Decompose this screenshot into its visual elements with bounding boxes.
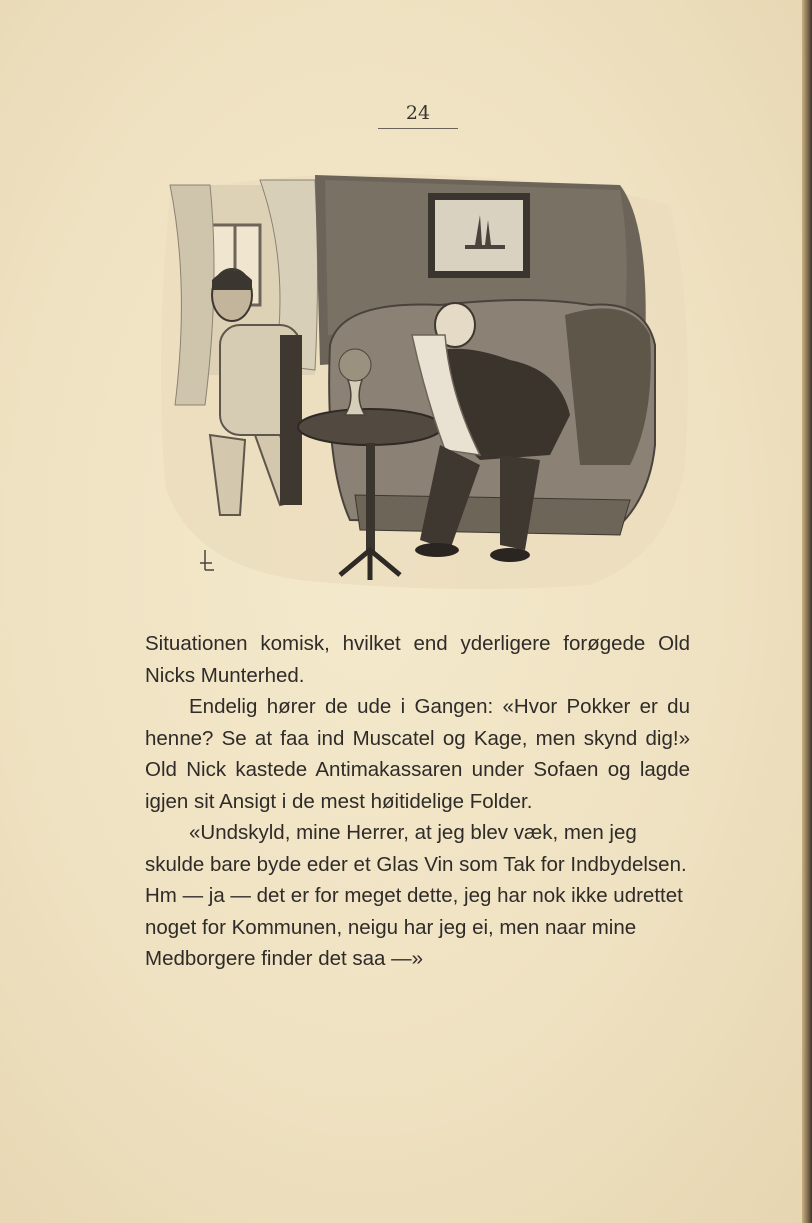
paragraph: Situationen komisk, hvilket end yderligere forøgede Old Nicks Munterhed. — [145, 632, 690, 687]
engraving-illustration-icon — [150, 165, 700, 595]
book-spine-edge — [802, 0, 812, 1223]
paragraph: «Undskyld, mine Herrer, at jeg blev væk, men jeg skulde bare byde eder et Glas Vin som Tak for Indbydelsen. Hm — ja — det er for meget dette, jeg har nok ikke udrettet noget for Kommunen, neigu har jeg ei, men naar mine Medborgere finder det saa —» — [145, 821, 687, 970]
page-number: 24 — [378, 102, 458, 129]
body-text — [145, 628, 690, 975]
paragraph: Endelig hører de ude i Gangen: «Hvor Pokker er du henne? Se at faa ind Muscatel og Kage, men skynd dig!» Old Nick kastede Antimakassaren under Sofaen og lagde igjen sit Ansigt i de mest høitidelige Folder. — [145, 695, 690, 813]
